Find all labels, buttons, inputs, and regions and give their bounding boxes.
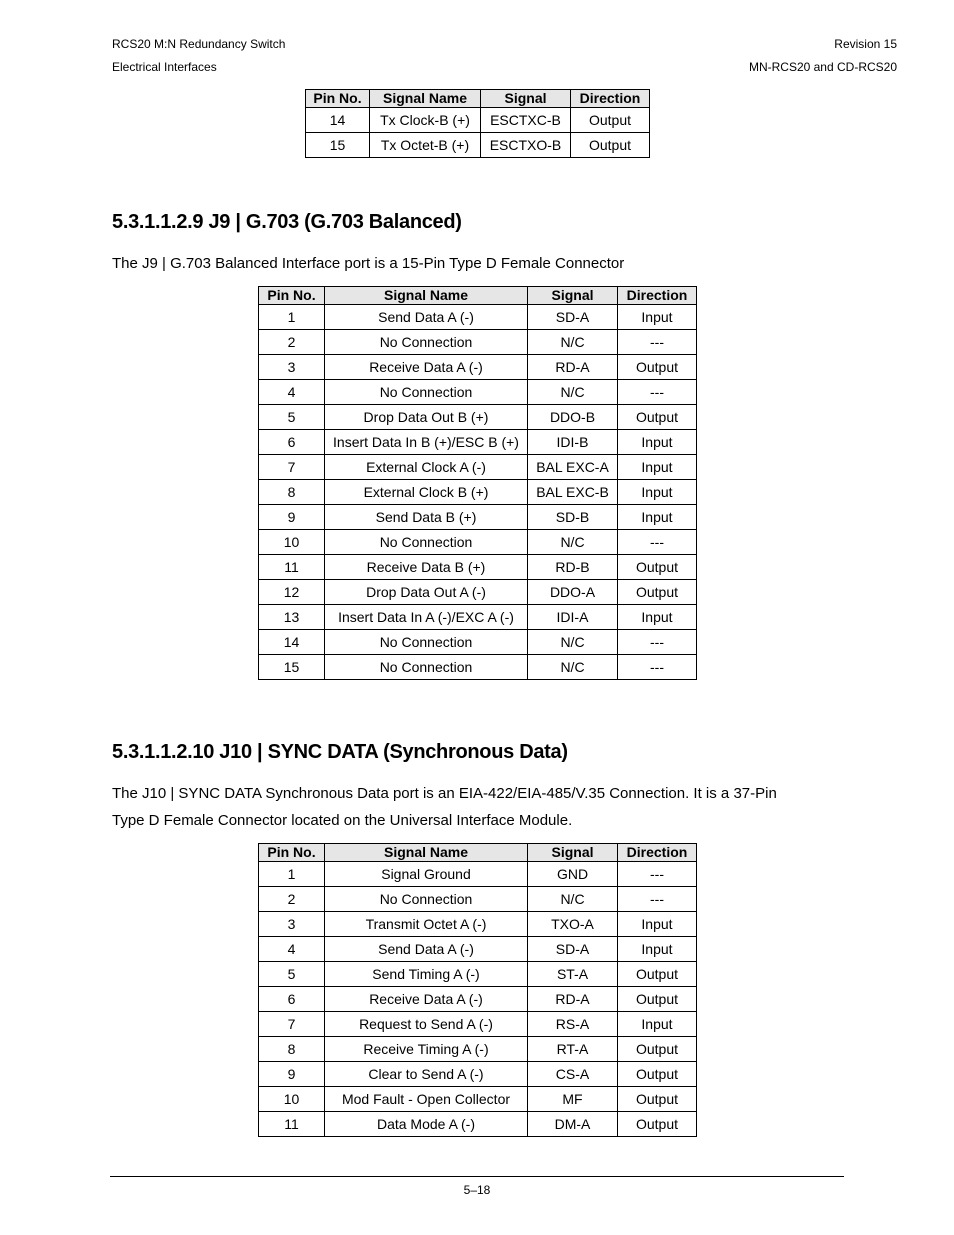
- pinout-table-j10: [258, 843, 697, 1137]
- cell-signal-name: Insert Data In A (-)/EXC A (-): [325, 605, 528, 630]
- cell-direction: Output: [618, 580, 697, 605]
- header-revision: Revision 15: [834, 37, 897, 51]
- column-header-signal: Signal: [481, 90, 571, 108]
- table-row: [259, 1087, 697, 1112]
- table-row: [259, 1012, 697, 1037]
- cell-signal: DDO-B: [528, 405, 618, 430]
- cell-pin-number: 12: [259, 580, 325, 605]
- cell-signal-name: Request to Send A (-): [325, 1012, 528, 1037]
- cell-signal-name: Receive Timing A (-): [325, 1037, 528, 1062]
- cell-direction: Output: [571, 133, 650, 158]
- table-row: [259, 655, 697, 680]
- cell-direction: Output: [571, 108, 650, 133]
- cell-signal: N/C: [528, 887, 618, 912]
- cell-signal: RD-B: [528, 555, 618, 580]
- cell-signal: DDO-A: [528, 580, 618, 605]
- table-row: [259, 555, 697, 580]
- section-description-j10-line1: The J10 | SYNC DATA Synchronous Data port is an EIA-422/EIA-485/V.35 Connection. It is a 37-Pin: [112, 785, 777, 802]
- cell-signal-name: Insert Data In B (+)/ESC B (+): [325, 430, 528, 455]
- table-row: [259, 1037, 697, 1062]
- cell-pin-number: 14: [306, 108, 370, 133]
- cell-signal-name: Send Data A (-): [325, 305, 528, 330]
- table-row: [259, 580, 697, 605]
- table-row: [259, 505, 697, 530]
- section-description-j9: The J9 | G.703 Balanced Interface port is a 15-Pin Type D Female Connector: [112, 255, 625, 272]
- cell-signal-name: No Connection: [325, 330, 528, 355]
- table-row: [259, 480, 697, 505]
- section-heading-j10: 5.3.1.1.2.10 J10 | SYNC DATA (Synchronous Data): [112, 741, 568, 763]
- table-row: [259, 1062, 697, 1087]
- cell-signal-name: Clear to Send A (-): [325, 1062, 528, 1087]
- cell-pin-number: 14: [259, 630, 325, 655]
- cell-signal: TXO-A: [528, 912, 618, 937]
- cell-signal: N/C: [528, 655, 618, 680]
- column-header-direction: Direction: [618, 844, 697, 862]
- table-row: [259, 862, 697, 887]
- cell-direction: Input: [618, 480, 697, 505]
- cell-signal: SD-A: [528, 937, 618, 962]
- table-row: [259, 912, 697, 937]
- cell-direction: ---: [618, 380, 697, 405]
- cell-pin-number: 5: [259, 405, 325, 430]
- cell-signal-name: Tx Clock-B (+): [370, 108, 481, 133]
- cell-signal: N/C: [528, 330, 618, 355]
- cell-pin-number: 8: [259, 1037, 325, 1062]
- cell-pin-number: 10: [259, 1087, 325, 1112]
- cell-signal: N/C: [528, 380, 618, 405]
- header-document-number: MN-RCS20 and CD-RCS20: [748, 60, 897, 74]
- cell-direction: Output: [618, 987, 697, 1012]
- table-row: [259, 330, 697, 355]
- cell-signal-name: Drop Data Out A (-): [325, 580, 528, 605]
- table-row: [259, 605, 697, 630]
- cell-direction: Output: [618, 1087, 697, 1112]
- cell-signal: N/C: [528, 530, 618, 555]
- cell-signal: BAL EXC-A: [528, 455, 618, 480]
- column-header-signal: Signal: [528, 287, 618, 305]
- cell-direction: Input: [618, 305, 697, 330]
- column-header-pin-number: Pin No.: [306, 90, 370, 108]
- table-row: [259, 987, 697, 1012]
- cell-pin-number: 2: [259, 330, 325, 355]
- cell-signal-name: Signal Ground: [325, 862, 528, 887]
- cell-signal-name: External Clock A (-): [325, 455, 528, 480]
- cell-direction: Input: [618, 1012, 697, 1037]
- cell-direction: Output: [618, 962, 697, 987]
- cell-signal: RD-A: [528, 355, 618, 380]
- cell-signal-name: Receive Data A (-): [325, 355, 528, 380]
- cell-pin-number: 5: [259, 962, 325, 987]
- cell-direction: Input: [618, 430, 697, 455]
- cell-direction: Output: [618, 405, 697, 430]
- cell-direction: Input: [618, 455, 697, 480]
- cell-signal: ESCTXC-B: [481, 108, 571, 133]
- page-number: 5–18: [463, 1183, 491, 1197]
- cell-direction: Output: [618, 1062, 697, 1087]
- cell-pin-number: 4: [259, 380, 325, 405]
- cell-signal-name: Send Data B (+): [325, 505, 528, 530]
- cell-pin-number: 6: [259, 987, 325, 1012]
- cell-signal: ST-A: [528, 962, 618, 987]
- cell-pin-number: 4: [259, 937, 325, 962]
- cell-signal-name: No Connection: [325, 630, 528, 655]
- cell-signal-name: No Connection: [325, 655, 528, 680]
- cell-pin-number: 15: [306, 133, 370, 158]
- cell-pin-number: 11: [259, 555, 325, 580]
- cell-direction: Output: [618, 1037, 697, 1062]
- cell-signal-name: Send Timing A (-): [325, 962, 528, 987]
- section-heading-j9: 5.3.1.1.2.9 J9 | G.703 (G.703 Balanced): [112, 211, 462, 233]
- pinout-table-j9: [258, 286, 697, 680]
- cell-signal: SD-A: [528, 305, 618, 330]
- cell-pin-number: 10: [259, 530, 325, 555]
- pinout-table-continued: [305, 89, 650, 158]
- cell-signal: MF: [528, 1087, 618, 1112]
- cell-direction: ---: [618, 862, 697, 887]
- cell-pin-number: 2: [259, 887, 325, 912]
- cell-direction: ---: [618, 530, 697, 555]
- cell-signal-name: No Connection: [325, 380, 528, 405]
- cell-signal-name: No Connection: [325, 530, 528, 555]
- column-header-signal-name: Signal Name: [370, 90, 481, 108]
- cell-signal-name: Drop Data Out B (+): [325, 405, 528, 430]
- column-header-pin-number: Pin No.: [259, 287, 325, 305]
- column-header-signal-name: Signal Name: [325, 287, 528, 305]
- cell-pin-number: 13: [259, 605, 325, 630]
- table-row: [259, 305, 697, 330]
- cell-signal: ESCTXO-B: [481, 133, 571, 158]
- cell-signal: N/C: [528, 630, 618, 655]
- cell-signal: RS-A: [528, 1012, 618, 1037]
- table-row: [259, 405, 697, 430]
- cell-signal: RT-A: [528, 1037, 618, 1062]
- cell-pin-number: 9: [259, 1062, 325, 1087]
- cell-direction: Output: [618, 355, 697, 380]
- table-row: [259, 380, 697, 405]
- table-row: [306, 133, 650, 158]
- column-header-pin-number: Pin No.: [259, 844, 325, 862]
- cell-pin-number: 11: [259, 1112, 325, 1137]
- cell-signal: BAL EXC-B: [528, 480, 618, 505]
- cell-pin-number: 6: [259, 430, 325, 455]
- column-header-direction: Direction: [618, 287, 697, 305]
- cell-signal: CS-A: [528, 1062, 618, 1087]
- table-row: [259, 937, 697, 962]
- table-row: [259, 962, 697, 987]
- cell-pin-number: 9: [259, 505, 325, 530]
- cell-signal: IDI-A: [528, 605, 618, 630]
- header-document-title: RCS20 M:N Redundancy Switch: [112, 37, 286, 51]
- cell-signal: SD-B: [528, 505, 618, 530]
- table-header-row: [259, 844, 697, 862]
- section-description-j10-line2: Type D Female Connector located on the Universal Interface Module.: [112, 812, 573, 829]
- cell-pin-number: 7: [259, 1012, 325, 1037]
- cell-pin-number: 15: [259, 655, 325, 680]
- cell-signal-name: Send Data A (-): [325, 937, 528, 962]
- cell-direction: Input: [618, 912, 697, 937]
- table-header-row: [259, 287, 697, 305]
- cell-pin-number: 7: [259, 455, 325, 480]
- cell-direction: Input: [618, 937, 697, 962]
- cell-signal: RD-A: [528, 987, 618, 1012]
- cell-pin-number: 1: [259, 862, 325, 887]
- table-row: [259, 1112, 697, 1137]
- column-header-signal: Signal: [528, 844, 618, 862]
- cell-direction: ---: [618, 630, 697, 655]
- cell-signal-name: Mod Fault - Open Collector: [325, 1087, 528, 1112]
- cell-pin-number: 3: [259, 912, 325, 937]
- cell-direction: Output: [618, 1112, 697, 1137]
- cell-signal-name: Transmit Octet A (-): [325, 912, 528, 937]
- column-header-direction: Direction: [571, 90, 650, 108]
- cell-signal: IDI-B: [528, 430, 618, 455]
- cell-signal-name: External Clock B (+): [325, 480, 528, 505]
- cell-signal-name: No Connection: [325, 887, 528, 912]
- cell-signal-name: Receive Data B (+): [325, 555, 528, 580]
- table-header-row: [306, 90, 650, 108]
- cell-signal: DM-A: [528, 1112, 618, 1137]
- cell-direction: ---: [618, 330, 697, 355]
- cell-direction: ---: [618, 655, 697, 680]
- cell-signal-name: Tx Octet-B (+): [370, 133, 481, 158]
- cell-direction: Input: [618, 505, 697, 530]
- cell-signal: GND: [528, 862, 618, 887]
- table-row: [259, 887, 697, 912]
- cell-direction: ---: [618, 887, 697, 912]
- cell-pin-number: 1: [259, 305, 325, 330]
- footer-divider: [110, 1176, 844, 1177]
- cell-pin-number: 8: [259, 480, 325, 505]
- table-row: [306, 108, 650, 133]
- table-row: [259, 355, 697, 380]
- table-row: [259, 455, 697, 480]
- cell-pin-number: 3: [259, 355, 325, 380]
- cell-signal-name: Receive Data A (-): [325, 987, 528, 1012]
- header-chapter-title: Electrical Interfaces: [112, 60, 217, 74]
- column-header-signal-name: Signal Name: [325, 844, 528, 862]
- cell-signal-name: Data Mode A (-): [325, 1112, 528, 1137]
- table-row: [259, 630, 697, 655]
- cell-direction: Output: [618, 555, 697, 580]
- table-row: [259, 430, 697, 455]
- table-row: [259, 530, 697, 555]
- cell-direction: Input: [618, 605, 697, 630]
